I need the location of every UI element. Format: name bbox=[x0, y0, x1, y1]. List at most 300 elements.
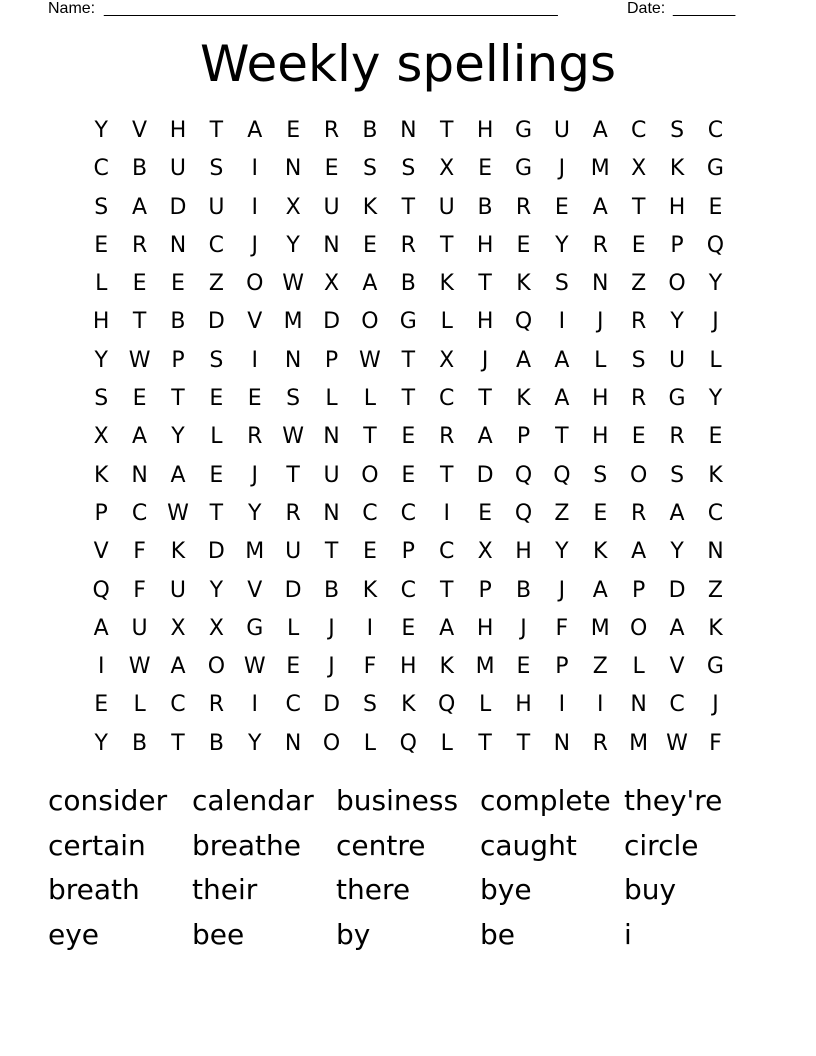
grid-letter: A bbox=[515, 347, 532, 373]
grid-letter: I bbox=[251, 347, 258, 373]
grid-letter: A bbox=[592, 118, 608, 143]
grid-letter: V bbox=[669, 654, 685, 680]
grid-letter: B bbox=[170, 309, 186, 335]
grid-letter: N bbox=[284, 347, 302, 373]
name-label: Name: bbox=[48, 0, 96, 17]
grid-letter: S bbox=[401, 156, 416, 182]
grid-letter: Y bbox=[171, 424, 185, 450]
grid-letter: I bbox=[251, 692, 258, 718]
word-list-item: caught bbox=[480, 828, 577, 862]
grid-letter: T bbox=[286, 462, 300, 488]
grid-letter: Y bbox=[555, 232, 569, 258]
grid-letter: N bbox=[284, 156, 302, 182]
grid-letter: P bbox=[516, 424, 531, 450]
grid-letter: F bbox=[555, 615, 569, 641]
grid-letter: I bbox=[558, 309, 566, 335]
grid-letter: B bbox=[362, 118, 378, 143]
grid-letter: L bbox=[133, 692, 146, 718]
grid-letter: F bbox=[363, 654, 377, 680]
grid-letter: K bbox=[170, 539, 186, 565]
grid-letter: X bbox=[477, 539, 493, 565]
grid-letter: P bbox=[171, 347, 185, 373]
grid-letter: M bbox=[245, 539, 265, 565]
grid-letter: E bbox=[94, 232, 109, 258]
grid-letter: T bbox=[363, 424, 377, 450]
grid-letter: I bbox=[597, 692, 604, 718]
grid-letter: K bbox=[439, 271, 454, 297]
grid-letter: E bbox=[324, 156, 339, 182]
grid-letter: U bbox=[438, 194, 455, 220]
grid-letter: R bbox=[631, 500, 647, 526]
grid-letter: E bbox=[401, 424, 416, 450]
grid-letter: E bbox=[516, 232, 531, 258]
grid-letter: Q bbox=[92, 577, 110, 603]
grid-letter: I bbox=[251, 156, 258, 182]
grid-letter: K bbox=[516, 271, 531, 297]
grid-letter: R bbox=[208, 692, 225, 718]
grid-letter: G bbox=[246, 615, 264, 641]
grid-letter: T bbox=[439, 577, 454, 603]
word-list-item: their bbox=[192, 873, 258, 907]
grid-letter: K bbox=[362, 194, 378, 220]
grid-letter: H bbox=[515, 692, 532, 718]
grid-letter: E bbox=[708, 194, 723, 220]
grid-letter: M bbox=[590, 156, 610, 182]
grid-letter: T bbox=[439, 462, 454, 488]
letter-grid bbox=[82, 112, 735, 763]
grid-letter: E bbox=[209, 386, 224, 412]
grid-letter: W bbox=[359, 347, 381, 373]
grid-letter: I bbox=[558, 692, 566, 718]
grid-letter: T bbox=[631, 194, 646, 220]
grid-letter: O bbox=[361, 309, 379, 335]
grid-letter: V bbox=[93, 539, 109, 565]
grid-letter: C bbox=[400, 500, 416, 526]
grid-letter: L bbox=[325, 386, 338, 412]
word-list-item: certain bbox=[48, 828, 146, 862]
grid-letter: F bbox=[133, 539, 146, 565]
grid-letter: S bbox=[94, 386, 109, 412]
grid-letter: S bbox=[362, 692, 377, 718]
grid-letter: B bbox=[208, 730, 224, 756]
grid-letter: N bbox=[284, 730, 302, 756]
grid-letter: C bbox=[630, 118, 647, 143]
grid-letter: G bbox=[706, 156, 724, 182]
grid-letter: C bbox=[439, 539, 455, 565]
grid-letter: S bbox=[593, 462, 608, 488]
grid-letter: O bbox=[630, 462, 648, 488]
grid-letter: W bbox=[128, 347, 151, 373]
date-blank-line: _______ bbox=[673, 0, 736, 17]
grid-letter: X bbox=[631, 156, 647, 182]
grid-letter: T bbox=[555, 424, 569, 450]
grid-letter: M bbox=[629, 730, 649, 756]
word-list-item: bee bbox=[192, 918, 245, 952]
grid-letter: A bbox=[170, 462, 186, 488]
grid-letter: C bbox=[208, 232, 225, 258]
grid-letter: N bbox=[592, 271, 609, 297]
grid-letter: F bbox=[133, 577, 146, 603]
grid-letter: L bbox=[594, 347, 607, 373]
grid-letter: E bbox=[478, 156, 493, 182]
grid-letter: Y bbox=[708, 271, 723, 297]
grid-letter: R bbox=[592, 232, 608, 258]
word-list-item: eye bbox=[48, 918, 100, 952]
grid-letter: X bbox=[170, 615, 186, 641]
grid-letter: R bbox=[631, 309, 647, 335]
grid-letter: O bbox=[630, 615, 648, 641]
grid-letter: E bbox=[516, 654, 531, 680]
grid-letter: X bbox=[208, 615, 224, 641]
grid-letter: Q bbox=[399, 730, 417, 756]
grid-letter: C bbox=[285, 692, 301, 718]
word-list-item: circle bbox=[624, 828, 699, 862]
grid-letter: A bbox=[554, 347, 570, 373]
grid-letter: R bbox=[631, 386, 647, 412]
grid-letter: V bbox=[247, 309, 263, 335]
word-list-item: business bbox=[336, 784, 459, 817]
grid-letter: V bbox=[132, 118, 148, 143]
grid-letter: T bbox=[478, 271, 492, 297]
grid-letter: A bbox=[362, 271, 378, 297]
grid-letter: P bbox=[94, 500, 108, 526]
grid-letter: Z bbox=[208, 271, 224, 297]
grid-letter: T bbox=[324, 539, 339, 565]
grid-letter: N bbox=[323, 232, 340, 258]
grid-letter: K bbox=[439, 654, 454, 680]
grid-letter: D bbox=[323, 692, 341, 718]
grid-letter: I bbox=[443, 500, 450, 526]
grid-letter: H bbox=[515, 539, 532, 565]
grid-letter: U bbox=[285, 539, 302, 565]
grid-letter: H bbox=[476, 615, 494, 641]
grid-letter: E bbox=[401, 615, 416, 641]
grid-letter: G bbox=[706, 654, 724, 680]
grid-letter: T bbox=[401, 194, 416, 220]
grid-letter: L bbox=[440, 730, 453, 756]
grid-letter: H bbox=[400, 654, 417, 680]
grid-letter: N bbox=[707, 539, 724, 565]
grid-letter: J bbox=[712, 309, 719, 335]
word-list-item: centre bbox=[336, 828, 426, 862]
grid-letter: S bbox=[209, 156, 224, 182]
grid-letter: Y bbox=[209, 577, 224, 603]
grid-letter: P bbox=[670, 232, 684, 258]
word-list-item: complete bbox=[480, 784, 611, 817]
grid-letter: K bbox=[708, 462, 723, 488]
grid-letter: L bbox=[440, 309, 453, 335]
grid-letter: J bbox=[558, 577, 566, 603]
grid-letter: Z bbox=[554, 500, 570, 526]
grid-letter: S bbox=[670, 118, 685, 143]
grid-letter: B bbox=[477, 194, 493, 220]
grid-letter: T bbox=[439, 118, 454, 143]
grid-letter: O bbox=[246, 271, 264, 297]
grid-letter: P bbox=[632, 577, 646, 603]
grid-letter: S bbox=[631, 347, 646, 373]
grid-letter: N bbox=[323, 424, 340, 450]
grid-letter: R bbox=[323, 118, 340, 143]
grid-letter: K bbox=[669, 156, 685, 182]
grid-letter: S bbox=[670, 462, 685, 488]
grid-letter: M bbox=[475, 654, 495, 680]
grid-letter: L bbox=[287, 615, 300, 641]
grid-letter: C bbox=[439, 386, 455, 412]
grid-letter: X bbox=[439, 156, 455, 182]
word-list-item: breathe bbox=[192, 828, 302, 862]
word-list-item: by bbox=[336, 918, 371, 952]
grid-letter: Z bbox=[707, 577, 723, 603]
grid-letter: S bbox=[94, 194, 109, 220]
grid-letter: Q bbox=[438, 692, 456, 718]
grid-letter: O bbox=[361, 462, 379, 488]
grid-letter: B bbox=[132, 156, 148, 182]
grid-letter: J bbox=[481, 347, 489, 373]
grid-letter: E bbox=[478, 500, 493, 526]
grid-letter: W bbox=[128, 654, 151, 680]
grid-letter: O bbox=[668, 271, 686, 297]
grid-letter: W bbox=[243, 654, 266, 680]
grid-letter: A bbox=[669, 615, 685, 641]
grid-letter: N bbox=[400, 118, 417, 143]
grid-letter: U bbox=[169, 156, 187, 182]
grid-letter: E bbox=[401, 462, 416, 488]
grid-letter: R bbox=[439, 424, 455, 450]
grid-letter: E bbox=[247, 386, 262, 412]
grid-letter: Q bbox=[514, 462, 533, 488]
grid-letter: B bbox=[400, 271, 416, 297]
grid-letter: A bbox=[669, 500, 685, 526]
grid-letter: W bbox=[666, 730, 688, 756]
grid-letter: T bbox=[478, 730, 492, 756]
word-list-item: i bbox=[624, 918, 632, 952]
grid-letter: M bbox=[590, 615, 610, 641]
grid-letter: H bbox=[92, 309, 110, 335]
grid-letter: J bbox=[520, 615, 527, 641]
grid-letter: P bbox=[478, 577, 492, 603]
grid-letter: F bbox=[709, 730, 722, 756]
grid-letter: D bbox=[668, 577, 686, 603]
grid-letter: L bbox=[709, 347, 722, 373]
grid-letter: Q bbox=[514, 500, 533, 526]
grid-letter: T bbox=[401, 347, 416, 373]
grid-letter: G bbox=[399, 309, 417, 335]
grid-letter: A bbox=[247, 118, 263, 143]
grid-letter: T bbox=[171, 386, 185, 412]
grid-letter: D bbox=[323, 309, 341, 335]
grid-letter: A bbox=[132, 424, 148, 450]
grid-letter: E bbox=[362, 232, 377, 258]
grid-letter: T bbox=[478, 386, 492, 412]
grid-letter: Y bbox=[670, 309, 684, 335]
grid-letter: U bbox=[169, 577, 187, 603]
grid-letter: U bbox=[669, 347, 686, 373]
grid-letter: T bbox=[516, 730, 531, 756]
grid-letter: E bbox=[209, 462, 224, 488]
grid-letter: E bbox=[362, 539, 377, 565]
grid-letter: D bbox=[476, 462, 494, 488]
grid-letter: A bbox=[631, 539, 647, 565]
grid-letter: H bbox=[476, 232, 494, 258]
grid-letter: G bbox=[514, 156, 533, 182]
grid-letter: N bbox=[553, 730, 571, 756]
grid-letter: S bbox=[209, 347, 224, 373]
grid-letter: R bbox=[592, 730, 608, 756]
grid-letter: U bbox=[323, 194, 340, 220]
grid-letter: T bbox=[171, 730, 185, 756]
grid-letter: J bbox=[251, 232, 258, 258]
grid-letter: Y bbox=[555, 539, 569, 565]
grid-letter: G bbox=[514, 118, 533, 143]
grid-letter: E bbox=[631, 424, 646, 450]
grid-letter: Q bbox=[553, 462, 571, 488]
word-list-item: consider bbox=[48, 784, 168, 817]
grid-letter: T bbox=[209, 500, 224, 526]
grid-letter: Z bbox=[592, 654, 608, 680]
grid-letter: W bbox=[167, 500, 189, 526]
word-list-item: buy bbox=[624, 873, 677, 907]
grid-letter: K bbox=[708, 615, 723, 641]
word-list-item: bye bbox=[480, 873, 532, 907]
grid-letter: A bbox=[554, 386, 570, 412]
grid-letter: B bbox=[323, 577, 340, 603]
grid-letter: L bbox=[210, 424, 223, 450]
grid-letter: E bbox=[286, 118, 301, 143]
grid-letter: P bbox=[401, 539, 415, 565]
grid-letter: J bbox=[558, 156, 566, 182]
grid-letter: E bbox=[554, 194, 569, 220]
grid-letter: S bbox=[554, 271, 569, 297]
grid-letter: N bbox=[630, 692, 647, 718]
grid-letter: E bbox=[593, 500, 608, 526]
grid-letter: A bbox=[592, 194, 608, 220]
grid-letter: Y bbox=[94, 347, 108, 373]
grid-letter: X bbox=[285, 194, 301, 220]
word-list-item: calendar bbox=[192, 784, 314, 817]
grid-letter: U bbox=[323, 462, 340, 488]
grid-letter: G bbox=[668, 386, 686, 412]
grid-letter: K bbox=[362, 577, 378, 603]
grid-letter: J bbox=[328, 615, 335, 641]
grid-letter: X bbox=[93, 424, 109, 450]
grid-letter: H bbox=[169, 118, 187, 143]
grid-letter: U bbox=[208, 194, 225, 220]
grid-letter: A bbox=[477, 424, 493, 450]
grid-letter: D bbox=[284, 577, 302, 603]
grid-letter: O bbox=[207, 654, 226, 680]
grid-letter: U bbox=[553, 118, 570, 143]
grid-letter: X bbox=[324, 271, 340, 297]
word-list-item: they're bbox=[624, 784, 723, 817]
grid-letter: Y bbox=[94, 118, 108, 143]
grid-letter: Z bbox=[631, 271, 647, 297]
grid-letter: C bbox=[669, 692, 685, 718]
grid-letter: T bbox=[209, 118, 224, 143]
grid-letter: L bbox=[363, 386, 377, 412]
word-list bbox=[48, 779, 768, 958]
grid-letter: E bbox=[94, 692, 109, 718]
grid-letter: C bbox=[707, 500, 724, 526]
grid-letter: T bbox=[132, 309, 147, 335]
grid-letter: W bbox=[282, 424, 305, 450]
grid-letter: E bbox=[631, 232, 646, 258]
grid-letter: C bbox=[93, 156, 109, 182]
grid-letter: L bbox=[632, 654, 645, 680]
grid-letter: N bbox=[169, 232, 187, 258]
grid-letter: I bbox=[366, 615, 374, 641]
grid-letter: A bbox=[93, 615, 109, 641]
grid-letter: E bbox=[286, 654, 301, 680]
word-list-item: breath bbox=[48, 873, 140, 907]
grid-letter: K bbox=[593, 539, 608, 565]
grid-letter: C bbox=[400, 577, 416, 603]
grid-letter: A bbox=[592, 577, 608, 603]
grid-letter: L bbox=[95, 271, 108, 297]
grid-letter: Q bbox=[706, 232, 725, 258]
grid-letter: R bbox=[515, 194, 532, 220]
date-label: Date: bbox=[627, 0, 666, 17]
grid-letter: T bbox=[401, 386, 416, 412]
grid-letter: R bbox=[247, 424, 263, 450]
grid-letter: N bbox=[323, 500, 340, 526]
grid-letter: C bbox=[362, 500, 378, 526]
grid-letter: R bbox=[400, 232, 416, 258]
name-blank-line: ___________________________________________________ bbox=[104, 0, 558, 17]
grid-letter: D bbox=[207, 309, 225, 335]
grid-letter: I bbox=[251, 194, 258, 220]
grid-letter: C bbox=[707, 118, 724, 143]
grid-letter: Y bbox=[286, 232, 300, 258]
grid-letter: R bbox=[131, 232, 148, 258]
grid-letter: E bbox=[708, 424, 723, 450]
grid-letter: R bbox=[669, 424, 685, 450]
header-line bbox=[48, 0, 748, 20]
grid-letter: T bbox=[439, 232, 454, 258]
grid-letter: Q bbox=[514, 309, 533, 335]
grid-letter: D bbox=[169, 194, 187, 220]
grid-letter: C bbox=[170, 692, 186, 718]
grid-letter: Y bbox=[708, 386, 723, 412]
grid-letter: D bbox=[207, 539, 225, 565]
grid-letter: M bbox=[283, 309, 303, 335]
grid-letter: B bbox=[132, 730, 148, 756]
grid-letter: E bbox=[132, 271, 147, 297]
grid-letter: K bbox=[93, 462, 109, 488]
grid-letter: X bbox=[439, 347, 455, 373]
grid-letter: H bbox=[668, 194, 686, 220]
grid-letter: S bbox=[362, 156, 377, 182]
grid-letter: A bbox=[170, 654, 186, 680]
word-list-item: be bbox=[480, 918, 515, 952]
grid-letter: N bbox=[131, 462, 148, 488]
grid-letter: V bbox=[247, 577, 263, 603]
grid-letter: R bbox=[285, 500, 301, 526]
page-title: Weekly spellings bbox=[199, 35, 617, 93]
grid-letter: K bbox=[516, 386, 531, 412]
grid-letter: W bbox=[282, 271, 305, 297]
grid-letter: E bbox=[132, 386, 147, 412]
grid-letter: H bbox=[476, 118, 494, 143]
grid-letter: C bbox=[131, 500, 148, 526]
grid-letter: Y bbox=[94, 730, 108, 756]
grid-letter: Y bbox=[248, 730, 262, 756]
grid-letter: J bbox=[251, 462, 258, 488]
grid-letter: K bbox=[401, 692, 416, 718]
grid-letter: L bbox=[363, 730, 377, 756]
grid-letter: P bbox=[555, 654, 569, 680]
grid-letter: Y bbox=[670, 539, 684, 565]
grid-letter: H bbox=[592, 386, 609, 412]
